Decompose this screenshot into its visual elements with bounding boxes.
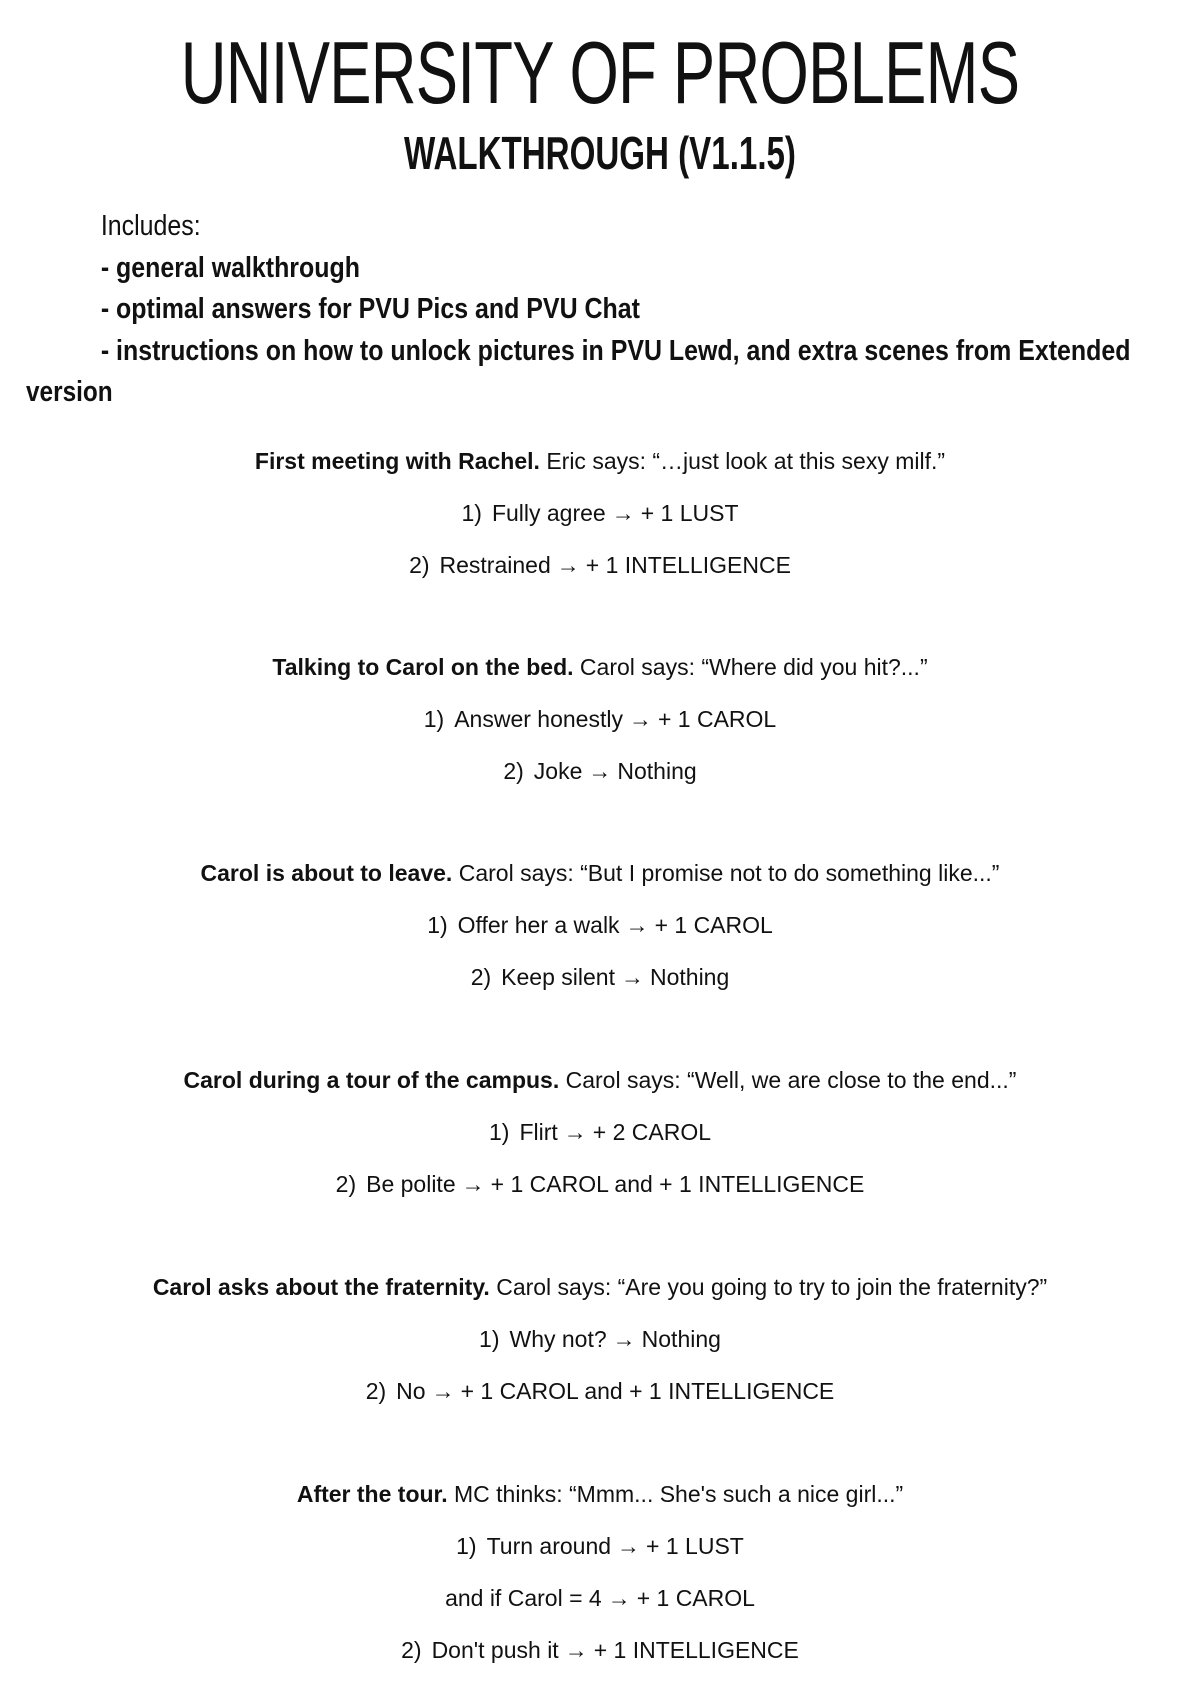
choice-entry <box>0 446 1200 602</box>
includes-item: - optimal answers for PVU Pics and PVU Chat <box>100 293 640 325</box>
arrow-right-icon: → <box>617 1533 641 1559</box>
option-result: + 1 LUST <box>646 1533 744 1559</box>
option-choice: Joke <box>533 758 583 784</box>
choice-option <box>0 704 1200 756</box>
choice-option <box>0 1324 1200 1376</box>
includes-heading: Includes: <box>100 210 201 242</box>
includes-item: - general walkthrough <box>100 251 360 284</box>
option-choice: Turn around <box>486 1533 612 1559</box>
arrow-right-icon: → <box>588 758 612 784</box>
option-choice: Flirt <box>519 1119 558 1145</box>
entry-label: After the tour. <box>296 1481 448 1507</box>
page-subtitle: WALKTHROUGH (V1.1.5) <box>404 127 796 179</box>
choice-option <box>0 1117 1200 1169</box>
arrow-right-icon: → <box>563 1119 587 1145</box>
option-number: 1) <box>423 706 445 732</box>
entry-label: Carol asks about the fraternity. <box>152 1274 490 1300</box>
entry-heading <box>0 652 1200 704</box>
option-choice: Don't push it <box>431 1637 559 1663</box>
entry-quote: Carol says: “But I promise not to do something like...” <box>458 860 1000 886</box>
option-result: Nothing <box>617 758 697 784</box>
entry-quote: Carol says: “Where did you hit?...” <box>579 654 928 680</box>
choice-entry <box>0 1272 1200 1428</box>
entry-heading <box>0 1065 1200 1117</box>
arrow-right-icon: → <box>620 964 644 990</box>
entry-label: Talking to Carol on the bed. <box>272 654 574 680</box>
option-number: 1) <box>427 912 448 938</box>
choice-option <box>0 1635 1200 1687</box>
option-result: + 1 CAROL <box>657 706 777 732</box>
arrow-right-icon: → <box>625 912 649 938</box>
option-result: Nothing <box>649 964 730 990</box>
option-number: 2) <box>470 964 492 990</box>
choice-entry <box>0 858 1200 1014</box>
option-number: 2) <box>335 1171 357 1197</box>
choice-entry <box>0 1479 1200 1687</box>
choice-option <box>0 756 1200 808</box>
page-title: UNIVERSITY OF PROBLEMS <box>180 23 1020 122</box>
option-choice: Offer her a walk <box>457 912 620 938</box>
option-result: + 1 CAROL and + 1 INTELLIGENCE <box>490 1171 865 1197</box>
entry-quote: Carol says: “Well, we are close to the end...” <box>565 1067 1017 1093</box>
entry-quote: Carol says: “Are you going to try to join the fraternity?” <box>496 1274 1048 1300</box>
choice-entry <box>0 1065 1200 1221</box>
option-choice: and if Carol = 4 <box>445 1585 602 1611</box>
option-choice: Fully agree <box>491 500 606 526</box>
option-number: 1) <box>461 500 482 526</box>
option-number: 2) <box>409 552 430 578</box>
arrow-right-icon: → <box>611 500 635 526</box>
option-result: + 1 CAROL <box>636 1585 755 1611</box>
entry-quote: Eric says: “…just look at this sexy milf.” <box>546 448 946 474</box>
arrow-right-icon: → <box>607 1585 631 1611</box>
arrow-right-icon: → <box>628 706 652 732</box>
option-result: + 1 CAROL <box>654 912 773 938</box>
arrow-right-icon: → <box>564 1637 588 1663</box>
option-result: + 1 CAROL and + 1 INTELLIGENCE <box>460 1378 835 1404</box>
option-result: + 2 CAROL <box>592 1119 712 1145</box>
entry-label: Carol during a tour of the campus. <box>183 1067 560 1093</box>
option-choice: Answer honestly <box>454 706 623 732</box>
entry-heading <box>0 858 1200 910</box>
option-choice: Keep silent <box>501 964 615 990</box>
choice-option <box>0 1169 1200 1221</box>
arrow-right-icon: → <box>612 1326 636 1352</box>
option-choice: Why not? <box>509 1326 607 1352</box>
option-result: + 1 INTELLIGENCE <box>593 1637 799 1663</box>
entry-heading <box>0 446 1200 498</box>
entry-heading <box>0 1479 1200 1531</box>
option-number: 2) <box>365 1378 387 1404</box>
option-choice: Restrained <box>439 552 551 578</box>
option-number: 1) <box>488 1119 510 1145</box>
arrow-right-icon: → <box>556 552 580 578</box>
option-result: + 1 INTELLIGENCE <box>585 552 791 578</box>
arrow-right-icon: → <box>461 1171 485 1197</box>
includes-item: - instructions on how to unlock pictures in PVU Lewd, and extra scenes from Extended <box>100 334 1131 367</box>
choice-entry <box>0 652 1200 808</box>
arrow-right-icon: → <box>431 1378 455 1404</box>
choice-option <box>0 962 1200 1014</box>
entry-label: First meeting with Rachel. <box>254 448 540 474</box>
choice-option <box>0 1531 1200 1583</box>
entry-quote: MC thinks: “Mmm... She's such a nice girl...” <box>454 1481 904 1507</box>
choice-option <box>0 550 1200 602</box>
choice-option-condition <box>0 1583 1200 1635</box>
option-choice: Be polite <box>366 1171 456 1197</box>
option-result: + 1 LUST <box>640 500 739 526</box>
option-number: 2) <box>401 1637 422 1663</box>
choice-option <box>0 910 1200 962</box>
option-number: 1) <box>456 1533 477 1559</box>
entry-label: Carol is about to leave. <box>200 860 453 886</box>
option-choice: No <box>396 1378 426 1404</box>
includes-item-continuation: version <box>26 376 113 408</box>
option-number: 2) <box>503 758 524 784</box>
choice-option <box>0 498 1200 550</box>
includes-list <box>26 206 1176 414</box>
entry-heading <box>0 1272 1200 1324</box>
option-number: 1) <box>479 1326 500 1352</box>
choice-option <box>0 1376 1200 1428</box>
option-result: Nothing <box>641 1326 721 1352</box>
